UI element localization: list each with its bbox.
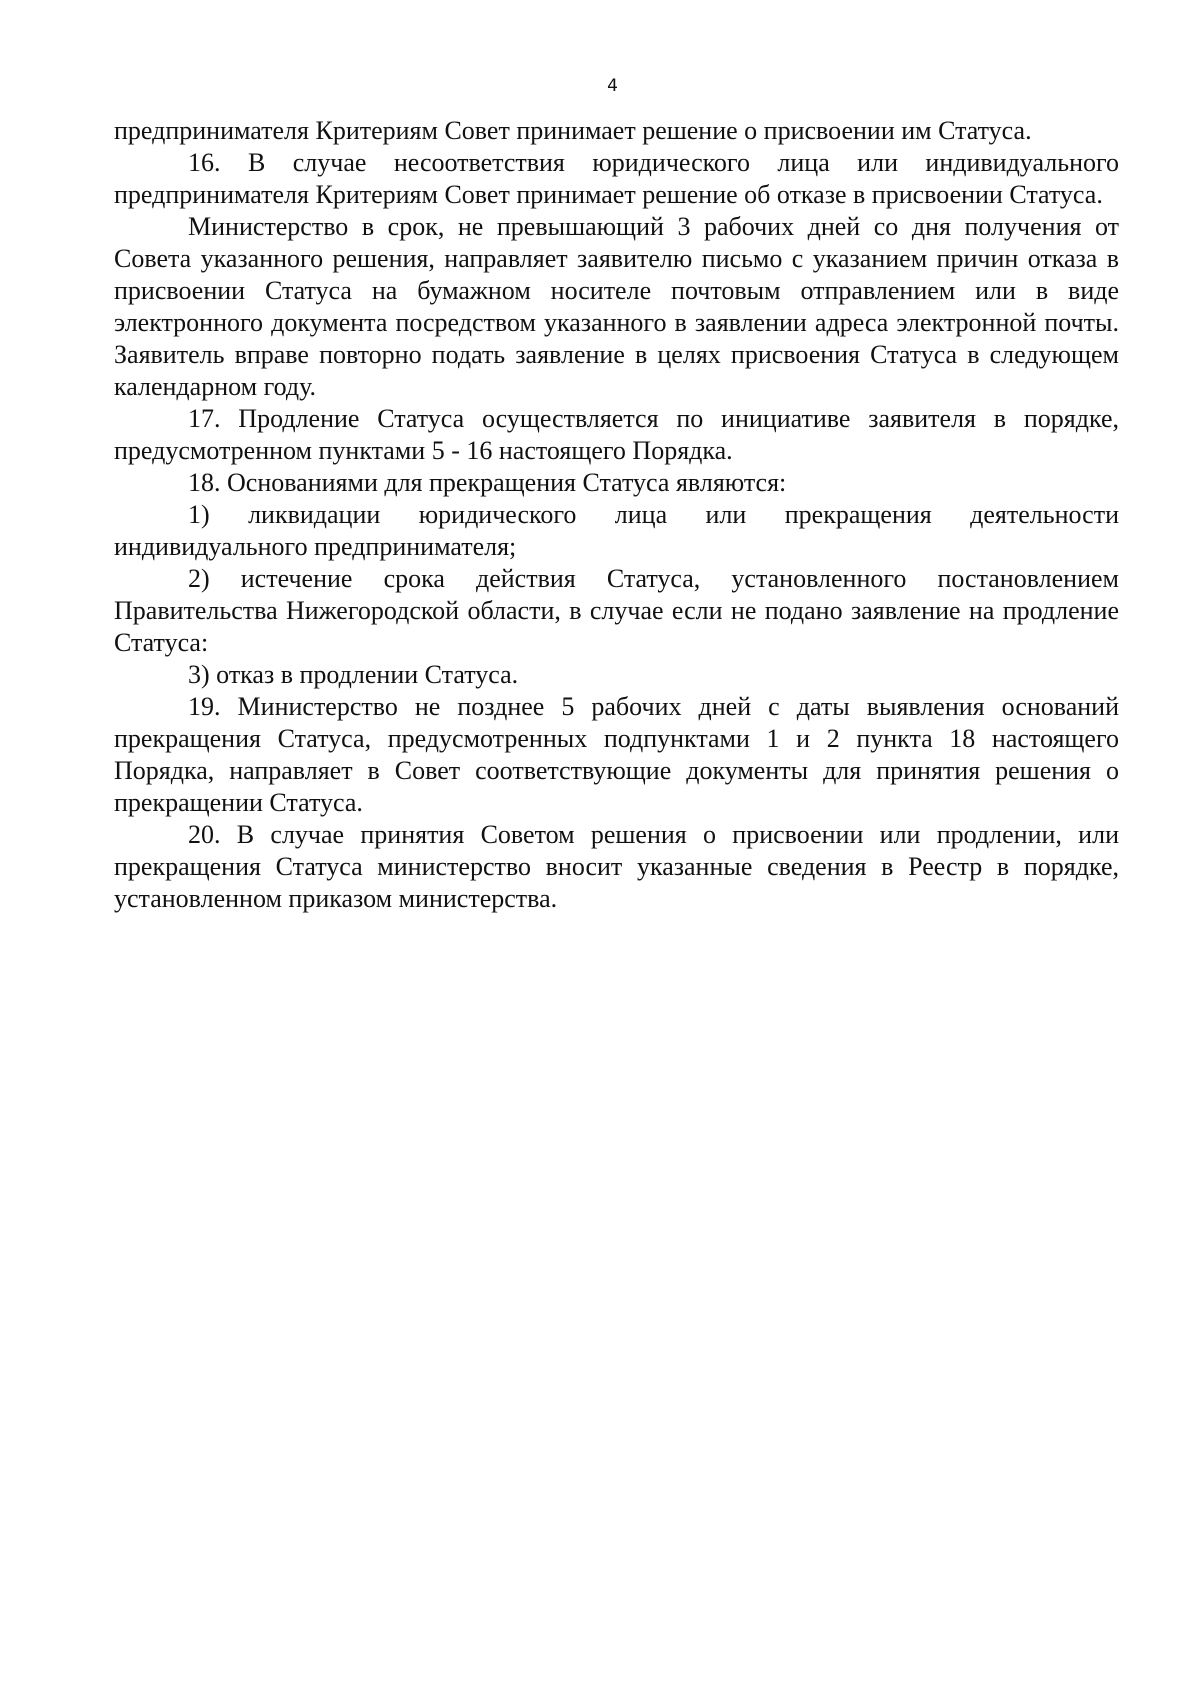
paragraph-18-item-1: 1) ликвидации юридического лица или прекращения деятельности индивидуального предпринимателя; — [114, 500, 1119, 561]
paragraph-19: 19. Министерство не позднее 5 рабочих дней с даты выявления оснований прекращения Статуса, предусмотренных подпунктами 1 и 2 пункта 18 настоящего Порядка, направляет в Совет соответствующие документы для принятия решения о прекращении Статуса. — [114, 692, 1119, 817]
paragraph-18: 18. Основаниями для прекращения Статуса являются: — [188, 468, 787, 497]
paragraph-17: 17. Продление Статуса осуществляется по инициативе заявителя в порядке, предусмотренном пунктами 5 - 16 настоящего Порядка. — [114, 404, 1119, 465]
document-body — [114, 115, 1119, 915]
paragraph-16-ministry: Министерство в срок, не превышающий 3 рабочих дней со дня получения от Совета указанного решения, направляет заявителю письмо с указанием причин отказа в присвоении Статуса на бумажном носителе почтовым отправлением или в виде электронного документа посредством указанного в заявлении адреса электронной почты. Заявитель вправе повторно подать заявление в целях присвоения Статуса в следующем календарном году. — [114, 212, 1119, 401]
paragraph-continuation: предпринимателя Критериям Совет принимает решение о присвоении им Статуса. — [114, 116, 1032, 145]
paragraph-20: 20. В случае принятия Советом решения о присвоении или продлении, или прекращения Статуса министерство вносит указанные сведения в Реестр в порядке, установленном приказом министерства. — [114, 820, 1119, 913]
paragraph-18-item-2: 2) истечение срока действия Статуса, установленного постановлением Правительства Нижегородской области, в случае если не подано заявление на продление Статуса: — [114, 564, 1119, 657]
page-number: 4 — [607, 76, 618, 96]
paragraph-16: 16. В случае несоответствия юридического лица или индивидуального предпринимателя Критериям Совет принимает решение об отказе в присвоении Статуса. — [114, 148, 1119, 209]
paragraph-18-item-3: 3) отказ в продлении Статуса. — [188, 660, 519, 689]
